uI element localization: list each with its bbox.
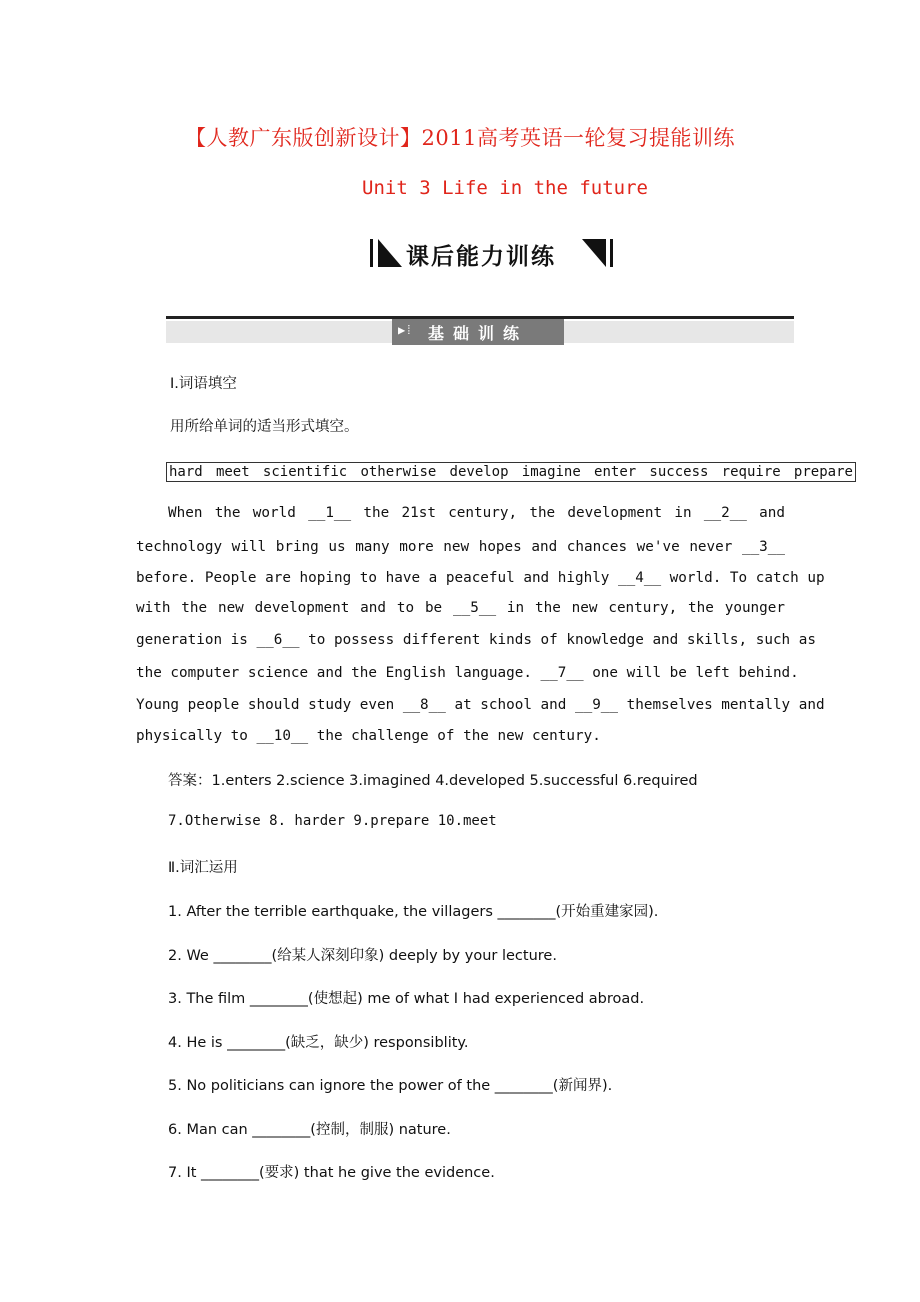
answer-key-line: 答案：1.enters 2.science 3.imagined 4.developed 5.successful 6.required — [168, 773, 698, 789]
banner-title: 课后能力训练 — [406, 244, 556, 270]
section-banner — [368, 236, 616, 270]
passage-line: with the new development and to be __5__ in the new century, the younger — [136, 600, 785, 616]
word-bank-item: imagine — [521, 464, 581, 480]
word-bank-item: otherwise — [360, 464, 437, 480]
part1-instruction: 用所给单词的适当形式填空。 — [170, 419, 359, 435]
play-arrow-icon: ▶⁞ — [398, 323, 413, 337]
section-bar — [166, 316, 794, 346]
word-bank-item: meet — [215, 464, 250, 480]
exercise-item: 6. Man can ________(控制，制服) nature. — [168, 1122, 451, 1138]
passage-line: When the world __1__ the 21st century, the development in __2__ and — [168, 505, 785, 521]
passage-line: generation is __6__ to possess different kinds of knowledge and skills, such as — [136, 632, 816, 648]
word-bank-item: enter — [594, 464, 637, 480]
exercise-item: 5. No politicians can ignore the power of the ________(新闻界). — [168, 1078, 613, 1094]
answer-key-line: 7.Otherwise 8. harder 9.prepare 10.meet — [168, 813, 497, 829]
word-bank-item: scientific — [262, 464, 348, 480]
word-bank-item: success — [649, 464, 709, 480]
exercise-item: 3. The film ________(使想起) me of what I had experienced abroad. — [168, 991, 645, 1007]
exercise-item: 2. We ________(给某人深刻印象) deeply by your lecture. — [168, 948, 557, 964]
document-title: 【人教广东版创新设计】2011高考英语一轮复习提能训练 — [185, 126, 735, 150]
word-bank-item: prepare — [793, 464, 853, 480]
word-bank — [166, 462, 856, 482]
part2-heading: Ⅱ.词汇运用 — [168, 860, 238, 876]
word-bank-item: require — [721, 464, 781, 480]
exercise-item: 7. It ________(要求) that he give the evidence. — [168, 1165, 495, 1181]
exercise-item: 1. After the terrible earthquake, the villagers ________(开始重建家园). — [168, 904, 659, 920]
word-bank-item: hard — [169, 464, 203, 480]
part1-heading: Ⅰ.词语填空 — [170, 376, 237, 392]
passage-line: the computer science and the English language. __7__ one will be left behind. — [136, 665, 799, 681]
unit-subtitle: Unit 3 Life in the future — [362, 177, 648, 199]
exercise-item: 4. He is ________(缺乏，缺少) responsiblity. — [168, 1035, 469, 1051]
word-bank-item: develop — [449, 464, 509, 480]
section-label: 基础训练 — [428, 324, 529, 343]
passage-line: technology will bring us many more new hopes and chances we've never __3__ — [136, 539, 785, 555]
passage-line: Young people should study even __8__ at school and __9__ themselves mentally and — [136, 697, 825, 713]
passage-line: before. People are hoping to have a peaceful and highly __4__ world. To catch up — [136, 570, 825, 586]
passage-line: physically to __10__ the challenge of the new century. — [136, 728, 601, 744]
